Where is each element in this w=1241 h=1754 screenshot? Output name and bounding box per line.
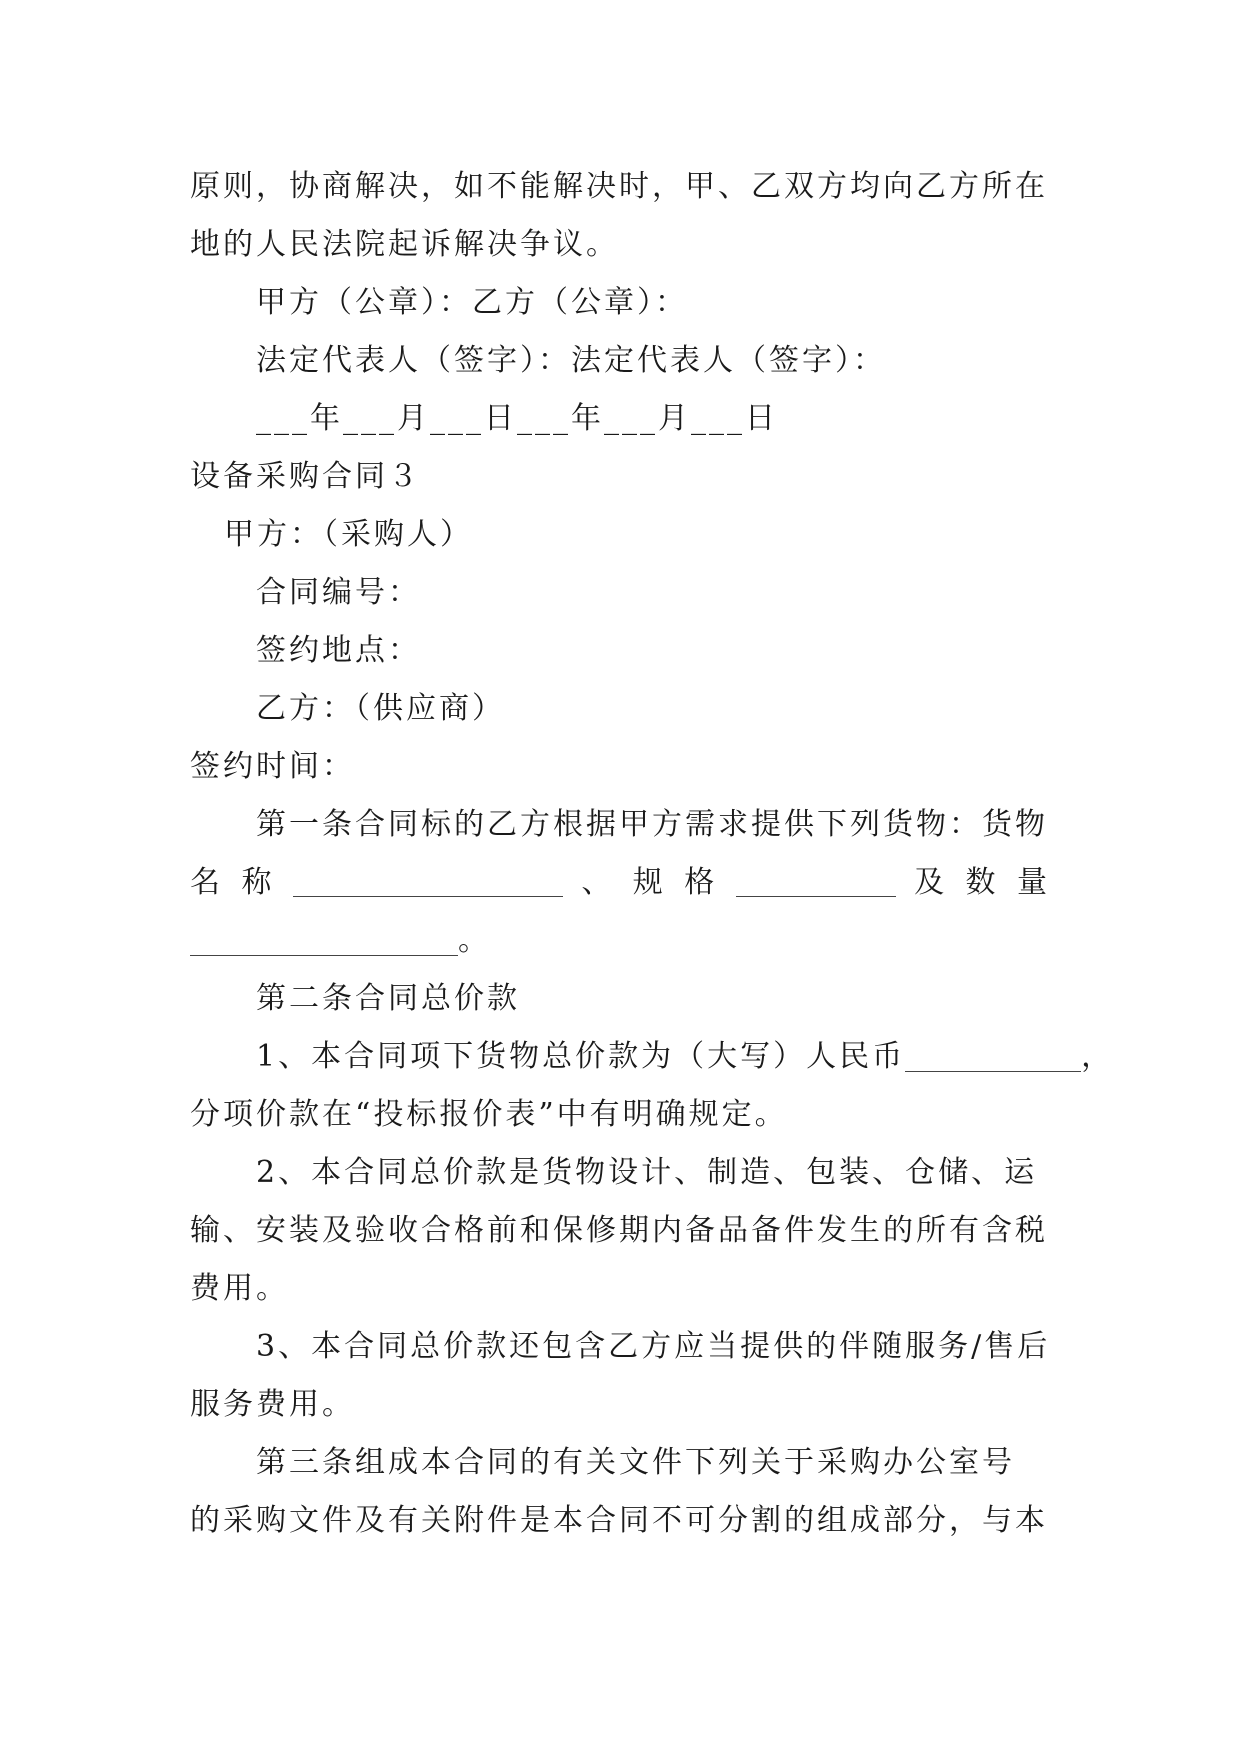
qty-char: 量 bbox=[1016, 865, 1050, 900]
party-seal-line: 甲方（公章）：乙方（公章）： bbox=[256, 285, 688, 320]
goods-name-blank bbox=[293, 862, 563, 897]
spec-char: 格 bbox=[684, 865, 718, 900]
date-line: ___年___月___日___年___月___日 bbox=[256, 401, 778, 436]
price-line bbox=[190, 1028, 1115, 1086]
signing-place-line: 签约地点： bbox=[256, 633, 421, 668]
qty-blank-line bbox=[190, 912, 1050, 970]
text-line: 2、本合同总价款是货物设计、制造、包装、仓储、运 bbox=[256, 1155, 1038, 1190]
spec-char: 、 bbox=[581, 865, 615, 900]
article-2-heading: 第二条合同总价款 bbox=[256, 981, 520, 1016]
price-suffix: ， bbox=[1081, 1039, 1115, 1074]
article-3-heading: 第三条组成本合同的有关文件下列关于采购办公室号 bbox=[256, 1445, 1015, 1480]
text-line: 3、本合同总价款还包含乙方应当提供的伴随服务/售后 bbox=[256, 1329, 1051, 1364]
article-1-heading: 第一条合同标的乙方根据甲方需求提供下列货物：货物 bbox=[256, 807, 1048, 842]
text-line: 的采购文件及有关附件是本合同不可分割的组成部分，与本 bbox=[190, 1503, 1048, 1538]
goods-name-char: 称 bbox=[241, 865, 275, 900]
text-line: 费用。 bbox=[190, 1271, 289, 1306]
spec-char: 规 bbox=[632, 865, 666, 900]
signing-time-line: 签约时间： bbox=[190, 749, 355, 784]
price-prefix: 1、本合同项下货物总价款为（大写）人民币 bbox=[256, 1039, 906, 1074]
text-line: 地的人民法院起诉解决争议。 bbox=[190, 227, 619, 262]
contract-title: 设备采购合同３ bbox=[190, 459, 421, 494]
text-line: 分项价款在“投标报价表”中有明确规定。 bbox=[190, 1097, 788, 1132]
spec-blank bbox=[736, 862, 896, 897]
document-body bbox=[190, 158, 1115, 1550]
contract-number-line: 合同编号： bbox=[256, 575, 421, 610]
goods-name-char: 名 bbox=[190, 865, 223, 900]
text-line: 服务费用。 bbox=[190, 1387, 355, 1422]
party-b-line: 乙方：（供应商） bbox=[256, 691, 505, 726]
qty-blank bbox=[190, 921, 458, 956]
legal-rep-line: 法定代表人（签字）：法定代表人（签字）： bbox=[256, 343, 886, 378]
qty-char: 及 bbox=[914, 865, 948, 900]
qty-end-punct: 。 bbox=[458, 923, 491, 958]
text-line: 输、安装及验收合格前和保修期内备品备件发生的所有含税 bbox=[190, 1213, 1048, 1248]
text-line: 原则，协商解决，如不能解决时，甲、乙双方均向乙方所在 bbox=[190, 169, 1048, 204]
qty-char: 数 bbox=[965, 865, 999, 900]
goods-spec-line bbox=[190, 854, 1050, 912]
party-a-line: 甲方：（采购人） bbox=[224, 517, 473, 552]
price-blank bbox=[905, 1037, 1081, 1072]
